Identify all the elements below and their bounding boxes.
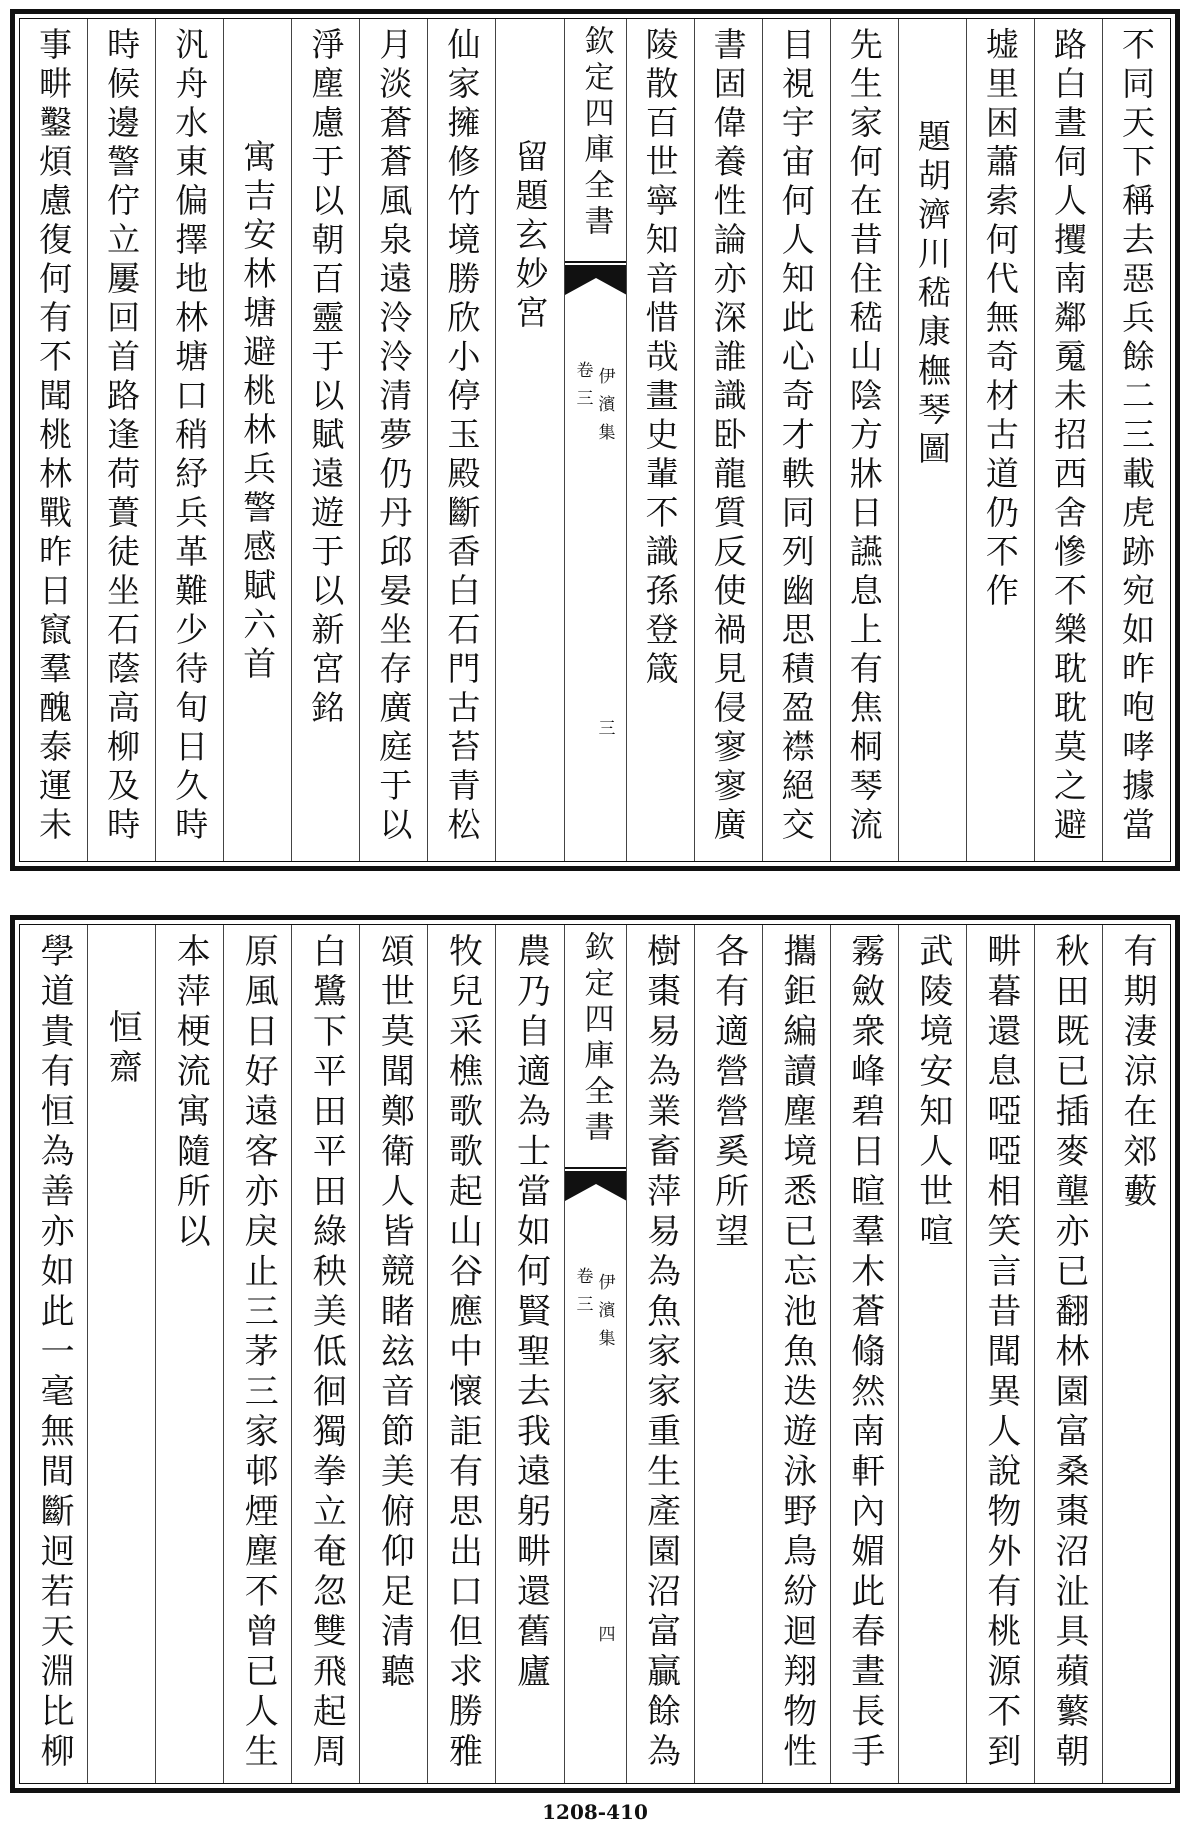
text-column: 先生家何在昔住嵇山陰方牀日讌息上有焦桐琴流 (830, 19, 898, 861)
text-column: 目視宇宙何人知此心奇才軼同列幽思積盈襟絕交 (762, 19, 830, 861)
text-column: 書固偉養性論亦深誰識卧龍質反使禍見侵寥寥廣 (694, 19, 762, 861)
top-page (10, 9, 1180, 871)
text-column: 本萍梗流寓隨所以 (155, 925, 223, 1783)
center-fold-strip (564, 925, 626, 1783)
book-title: 欽定四庫全書 (578, 25, 614, 241)
book-title: 欽定四庫全書 (578, 931, 614, 1147)
text-column: 時候邊警佇立屢回首路逢荷蕢徒坐石蔭高柳及時 (87, 19, 155, 861)
poem-title-column: 寓吉安林塘避桃林兵警感賦六首 (223, 19, 291, 861)
page-reference-number: 1208-410 (542, 1800, 648, 1824)
text-column: 攜鉅編讀塵境悉已忘池魚迭遊泳野鳥紛迴翔物性 (762, 925, 830, 1783)
fish-tail-mark (565, 1167, 626, 1203)
text-column: 陵散百世寧知音惜哉畫史輩不識孫登箴 (626, 19, 694, 861)
text-column: 霧斂衆峰碧日暄羣木蒼翛然南軒內媚此春晝長手 (830, 925, 898, 1783)
text-column: 秋田既已插麥壟亦已翻林園富桑棗沼沚具蘋蘩朝 (1034, 925, 1102, 1783)
poem-title-column: 題胡濟川嵇康橅琴圖 (898, 19, 966, 861)
text-column: 月淡蒼蒼風泉遠泠泠清夢仍丹邱晏坐存廣庭于以 (359, 19, 427, 861)
text-column: 仙家擁修竹境勝欣小停玉殿斷香白石門古苔青松 (427, 19, 495, 861)
text-column: 有期淒涼在郊藪 (1102, 925, 1170, 1783)
text-column: 各有適營營奚所望 (694, 925, 762, 1783)
poem-title-column: 留題玄妙宮 (495, 19, 563, 861)
text-column: 學道貴有恒為善亦如此一毫無間斷迥若天淵比柳 (34, 933, 75, 1773)
text-column: 頌世莫聞鄭衛人皆競睹玆音節美俯仰足清聽 (359, 925, 427, 1783)
text-column: 農乃自適為士當如何賢聖去我遠躬畊還舊廬 (495, 925, 563, 1783)
volume-label: 卷三 (572, 1267, 593, 1323)
text-column: 武陵境安知人世喧 (898, 925, 966, 1783)
center-fold-strip (564, 19, 626, 861)
text-column: 不同天下稱去惡兵餘二三載虎跡宛如昨咆哮據當 (1102, 19, 1170, 861)
collection-title: 伊濱集 (594, 367, 615, 451)
text-column: 墟里困蕭索何代無奇材古道仍不作 (966, 19, 1034, 861)
text-column: 原風日好遠客亦戾止三茅三家邨煙塵不曾已人生 (223, 925, 291, 1783)
collection-title: 伊濱集 (594, 1273, 615, 1357)
poem-title-column: 恒齋 (87, 925, 155, 1783)
text-column: 白鷺下平田平田綠秧美低徊獨拳立奄忽雙飛起周 (291, 925, 359, 1783)
page-frame (19, 18, 1171, 862)
text-column: 事畊鑿煩慮復何有不聞桃林戰昨日竄羣醜泰運未 (34, 27, 74, 846)
page-number: 四 (594, 1625, 615, 1642)
bottom-page (10, 915, 1180, 1793)
text-column: 畊暮還息啞啞相笑言昔聞異人說物外有桃源不到 (966, 925, 1034, 1783)
text-column: 路白晝伺人攫南鄰䰟未招西舍慘不樂耽耽莫之避 (1034, 19, 1102, 861)
text-column: 牧兒采樵歌歌起山谷應中懷詎有思出口但求勝雅 (427, 925, 495, 1783)
text-column: 淨塵慮于以朝百靈于以賦遠遊于以新宮銘 (291, 19, 359, 861)
page-frame (19, 924, 1171, 1784)
text-column: 樹棗易為業畜萍易為魚家家重生產園沼富贏餘為 (626, 925, 694, 1783)
page-number: 三 (594, 719, 615, 736)
volume-label: 卷三 (572, 361, 593, 417)
fish-tail-mark (565, 261, 626, 297)
text-column: 汎舟水東偏擇地林塘口稍紓兵革難少待旬日久時 (155, 19, 223, 861)
